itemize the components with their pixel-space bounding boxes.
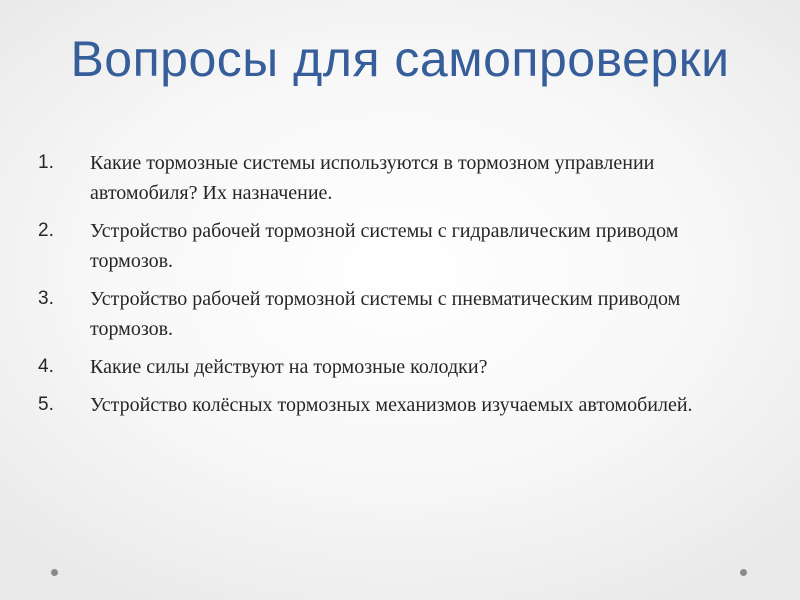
list-item	[0, 148, 800, 208]
decorative-dot-right	[740, 569, 747, 576]
list-item-text: Какие силы действуют на тормозные колодки?	[90, 356, 488, 378]
slide-title: Вопросы для самопроверки	[70, 31, 730, 87]
decorative-dot-left	[51, 569, 58, 576]
list-item	[0, 216, 800, 276]
list-item	[0, 352, 800, 382]
list-item	[0, 284, 800, 344]
list-item-number: 4.	[38, 356, 54, 377]
list-item-text: Устройство рабочей тормозной системы с пневматическим приводом тормозов.	[90, 288, 681, 340]
list-item-text: Какие тормозные системы используются в тормозном управлении автомобиля? Их назначение.	[90, 152, 655, 204]
list-item-number: 5.	[38, 394, 54, 415]
list-item-number: 3.	[38, 288, 54, 309]
list-item-number: 1.	[38, 152, 54, 173]
list-item-text: Устройство колёсных тормозных механизмов изучаемых автомобилей.	[90, 394, 693, 416]
list-item-number: 2.	[38, 220, 54, 241]
list-item-text: Устройство рабочей тормозной системы с гидравлическим приводом тормозов.	[90, 220, 679, 272]
list-item	[0, 390, 800, 420]
questions-list	[0, 148, 800, 428]
